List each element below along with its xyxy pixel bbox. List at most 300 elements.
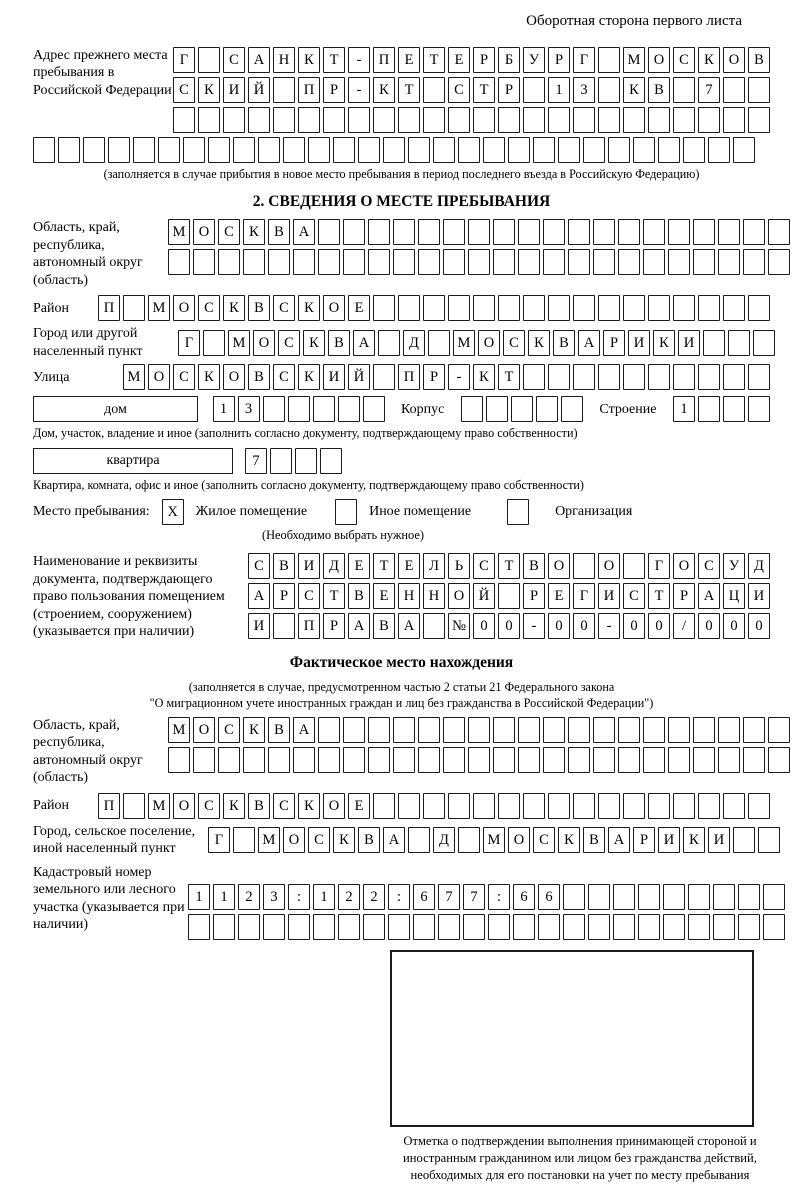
char-cell[interactable]: М <box>623 47 645 73</box>
char-cell[interactable]: О <box>223 364 245 390</box>
char-cell[interactable] <box>743 249 765 275</box>
char-cell[interactable] <box>408 827 430 853</box>
char-cell[interactable]: К <box>303 330 325 356</box>
char-cell[interactable] <box>718 249 740 275</box>
char-cell[interactable] <box>458 827 480 853</box>
char-cell[interactable] <box>668 717 690 743</box>
char-cell[interactable]: А <box>578 330 600 356</box>
char-cell[interactable]: Е <box>398 553 420 579</box>
char-cell[interactable]: К <box>198 77 220 103</box>
char-cell[interactable]: С <box>308 827 330 853</box>
char-cell[interactable] <box>623 553 645 579</box>
char-cell[interactable]: О <box>723 47 745 73</box>
char-cell[interactable]: К <box>298 47 320 73</box>
char-cell[interactable] <box>483 137 505 163</box>
char-cell[interactable] <box>523 77 545 103</box>
char-cell[interactable]: Р <box>498 77 520 103</box>
char-cell[interactable] <box>368 717 390 743</box>
char-cell[interactable] <box>523 107 545 133</box>
char-cell[interactable] <box>333 137 355 163</box>
char-cell[interactable]: А <box>248 583 270 609</box>
char-cell[interactable] <box>423 793 445 819</box>
char-cell[interactable] <box>273 107 295 133</box>
char-cell[interactable] <box>763 884 785 910</box>
char-cell[interactable]: О <box>283 827 305 853</box>
char-cell[interactable] <box>768 249 790 275</box>
char-cell[interactable] <box>598 364 620 390</box>
char-cell[interactable]: К <box>243 717 265 743</box>
char-cell[interactable] <box>728 330 750 356</box>
char-cell[interactable]: Й <box>248 77 270 103</box>
char-cell[interactable] <box>698 364 720 390</box>
char-cell[interactable]: С <box>173 77 195 103</box>
char-cell[interactable] <box>593 717 615 743</box>
char-cell[interactable]: О <box>148 364 170 390</box>
char-cell[interactable] <box>498 107 520 133</box>
char-cell[interactable]: М <box>168 717 190 743</box>
char-cell[interactable] <box>448 793 470 819</box>
char-cell[interactable] <box>313 914 335 940</box>
char-cell[interactable]: У <box>523 47 545 73</box>
char-cell[interactable] <box>573 107 595 133</box>
char-cell[interactable] <box>393 747 415 773</box>
char-cell[interactable]: Р <box>548 47 570 73</box>
char-cell[interactable] <box>743 219 765 245</box>
char-cell[interactable] <box>493 219 515 245</box>
char-cell[interactable]: М <box>483 827 505 853</box>
char-cell[interactable]: А <box>698 583 720 609</box>
char-cell[interactable] <box>388 914 410 940</box>
char-cell[interactable]: 6 <box>538 884 560 910</box>
char-cell[interactable] <box>198 47 220 73</box>
char-cell[interactable] <box>318 219 340 245</box>
char-cell[interactable] <box>486 396 508 422</box>
char-cell[interactable]: В <box>348 583 370 609</box>
char-cell[interactable] <box>723 793 745 819</box>
char-cell[interactable] <box>703 330 725 356</box>
char-cell[interactable] <box>688 914 710 940</box>
char-cell[interactable]: 0 <box>748 613 770 639</box>
char-cell[interactable] <box>193 747 215 773</box>
char-cell[interactable]: 7 <box>438 884 460 910</box>
char-cell[interactable] <box>548 364 570 390</box>
char-cell[interactable] <box>753 330 775 356</box>
char-cell[interactable]: Р <box>603 330 625 356</box>
char-cell[interactable]: О <box>193 219 215 245</box>
char-cell[interactable]: О <box>548 553 570 579</box>
char-cell[interactable]: Р <box>523 583 545 609</box>
char-cell[interactable]: Н <box>423 583 445 609</box>
char-cell[interactable]: - <box>523 613 545 639</box>
char-cell[interactable] <box>373 295 395 321</box>
char-cell[interactable] <box>183 137 205 163</box>
char-cell[interactable] <box>673 107 695 133</box>
char-cell[interactable]: 6 <box>513 884 535 910</box>
char-cell[interactable]: Й <box>473 583 495 609</box>
char-cell[interactable]: В <box>553 330 575 356</box>
char-cell[interactable]: В <box>268 219 290 245</box>
char-cell[interactable] <box>673 793 695 819</box>
char-cell[interactable] <box>648 364 670 390</box>
char-cell[interactable] <box>748 107 770 133</box>
char-cell[interactable]: К <box>373 77 395 103</box>
char-cell[interactable] <box>688 884 710 910</box>
char-cell[interactable]: А <box>398 613 420 639</box>
char-cell[interactable] <box>543 219 565 245</box>
char-cell[interactable] <box>648 793 670 819</box>
char-cell[interactable] <box>413 914 435 940</box>
char-cell[interactable]: С <box>198 793 220 819</box>
char-cell[interactable]: Ц <box>723 583 745 609</box>
char-cell[interactable] <box>548 793 570 819</box>
char-cell[interactable]: В <box>248 295 270 321</box>
char-cell[interactable] <box>568 747 590 773</box>
char-cell[interactable] <box>33 137 55 163</box>
char-cell[interactable]: А <box>353 330 375 356</box>
char-cell[interactable] <box>623 295 645 321</box>
char-cell[interactable]: Р <box>423 364 445 390</box>
char-cell[interactable]: Б <box>498 47 520 73</box>
char-cell[interactable] <box>473 793 495 819</box>
char-cell[interactable] <box>123 793 145 819</box>
char-cell[interactable] <box>618 249 640 275</box>
char-cell[interactable]: К <box>223 295 245 321</box>
char-cell[interactable] <box>463 914 485 940</box>
char-cell[interactable]: 0 <box>648 613 670 639</box>
char-cell[interactable]: 3 <box>573 77 595 103</box>
char-cell[interactable]: И <box>223 77 245 103</box>
char-cell[interactable]: С <box>248 553 270 579</box>
char-cell[interactable] <box>423 77 445 103</box>
char-cell[interactable] <box>133 137 155 163</box>
char-cell[interactable] <box>708 137 730 163</box>
char-cell[interactable] <box>613 884 635 910</box>
char-cell[interactable] <box>293 249 315 275</box>
char-cell[interactable] <box>398 295 420 321</box>
char-cell[interactable] <box>643 717 665 743</box>
char-cell[interactable]: 1 <box>188 884 210 910</box>
char-cell[interactable]: К <box>298 295 320 321</box>
char-cell[interactable] <box>423 107 445 133</box>
char-cell[interactable]: 2 <box>238 884 260 910</box>
char-cell[interactable] <box>613 914 635 940</box>
char-cell[interactable]: О <box>478 330 500 356</box>
char-cell[interactable] <box>288 396 310 422</box>
char-cell[interactable]: Т <box>398 77 420 103</box>
char-cell[interactable]: К <box>558 827 580 853</box>
char-cell[interactable]: 6 <box>413 884 435 910</box>
char-cell[interactable]: В <box>358 827 380 853</box>
char-cell[interactable]: 7 <box>698 77 720 103</box>
char-cell[interactable]: К <box>298 793 320 819</box>
char-cell[interactable]: В <box>248 364 270 390</box>
char-cell[interactable] <box>343 219 365 245</box>
char-cell[interactable]: А <box>383 827 405 853</box>
char-cell[interactable] <box>523 295 545 321</box>
char-cell[interactable]: П <box>298 613 320 639</box>
char-cell[interactable] <box>733 137 755 163</box>
char-cell[interactable] <box>733 827 755 853</box>
char-cell[interactable] <box>168 249 190 275</box>
char-cell[interactable] <box>738 914 760 940</box>
char-cell[interactable] <box>618 717 640 743</box>
char-cell[interactable]: : <box>288 884 310 910</box>
char-cell[interactable]: Г <box>573 583 595 609</box>
char-cell[interactable] <box>548 295 570 321</box>
char-cell[interactable] <box>568 249 590 275</box>
char-cell[interactable]: О <box>323 295 345 321</box>
char-cell[interactable]: С <box>533 827 555 853</box>
char-cell[interactable] <box>543 717 565 743</box>
char-cell[interactable] <box>638 914 660 940</box>
char-cell[interactable] <box>238 914 260 940</box>
char-cell[interactable]: 1 <box>313 884 335 910</box>
char-cell[interactable] <box>768 747 790 773</box>
char-cell[interactable] <box>548 107 570 133</box>
char-cell[interactable]: 3 <box>263 884 285 910</box>
char-cell[interactable]: Д <box>748 553 770 579</box>
char-cell[interactable] <box>383 137 405 163</box>
char-cell[interactable] <box>658 137 680 163</box>
char-cell[interactable] <box>213 914 235 940</box>
char-cell[interactable] <box>313 396 335 422</box>
char-cell[interactable] <box>158 137 180 163</box>
char-cell[interactable] <box>473 107 495 133</box>
char-cell[interactable]: М <box>148 295 170 321</box>
char-cell[interactable]: О <box>323 793 345 819</box>
char-cell[interactable] <box>248 107 270 133</box>
char-cell[interactable]: Р <box>323 77 345 103</box>
char-cell[interactable]: А <box>248 47 270 73</box>
char-cell[interactable] <box>511 396 533 422</box>
char-cell[interactable] <box>428 330 450 356</box>
char-cell[interactable]: И <box>748 583 770 609</box>
char-cell[interactable]: Т <box>323 47 345 73</box>
char-cell[interactable]: 2 <box>338 884 360 910</box>
char-cell[interactable] <box>723 396 745 422</box>
char-cell[interactable]: В <box>523 553 545 579</box>
char-cell[interactable]: К <box>198 364 220 390</box>
char-cell[interactable] <box>718 219 740 245</box>
char-cell[interactable] <box>273 77 295 103</box>
char-cell[interactable] <box>218 747 240 773</box>
char-cell[interactable]: В <box>583 827 605 853</box>
char-cell[interactable] <box>473 295 495 321</box>
char-cell[interactable] <box>168 747 190 773</box>
char-cell[interactable] <box>673 364 695 390</box>
char-cell[interactable]: С <box>173 364 195 390</box>
char-cell[interactable]: П <box>98 295 120 321</box>
char-cell[interactable] <box>218 249 240 275</box>
char-cell[interactable]: Е <box>548 583 570 609</box>
char-cell[interactable]: И <box>248 613 270 639</box>
char-cell[interactable] <box>593 219 615 245</box>
char-cell[interactable]: 0 <box>623 613 645 639</box>
char-cell[interactable]: О <box>253 330 275 356</box>
char-cell[interactable] <box>693 249 715 275</box>
char-cell[interactable] <box>458 137 480 163</box>
char-cell[interactable]: И <box>598 583 620 609</box>
char-cell[interactable] <box>468 747 490 773</box>
house-box[interactable]: дом <box>33 396 198 422</box>
char-cell[interactable] <box>536 396 558 422</box>
char-cell[interactable] <box>318 249 340 275</box>
char-cell[interactable]: Е <box>348 793 370 819</box>
char-cell[interactable]: И <box>298 553 320 579</box>
char-cell[interactable] <box>373 364 395 390</box>
char-cell[interactable]: Д <box>403 330 425 356</box>
char-cell[interactable]: А <box>293 219 315 245</box>
char-cell[interactable] <box>243 747 265 773</box>
char-cell[interactable] <box>663 884 685 910</box>
char-cell[interactable]: Р <box>273 583 295 609</box>
char-cell[interactable]: В <box>328 330 350 356</box>
char-cell[interactable] <box>723 364 745 390</box>
char-cell[interactable] <box>433 137 455 163</box>
char-cell[interactable] <box>723 107 745 133</box>
char-cell[interactable] <box>698 793 720 819</box>
char-cell[interactable]: : <box>488 884 510 910</box>
char-cell[interactable]: Т <box>648 583 670 609</box>
char-cell[interactable] <box>320 448 342 474</box>
char-cell[interactable]: Е <box>348 295 370 321</box>
char-cell[interactable]: 1 <box>213 396 235 422</box>
char-cell[interactable]: С <box>698 553 720 579</box>
char-cell[interactable] <box>373 793 395 819</box>
char-cell[interactable] <box>288 914 310 940</box>
char-cell[interactable] <box>368 249 390 275</box>
char-cell[interactable] <box>398 793 420 819</box>
char-cell[interactable]: Д <box>323 553 345 579</box>
char-cell[interactable] <box>693 219 715 245</box>
char-cell[interactable] <box>593 747 615 773</box>
char-cell[interactable] <box>543 249 565 275</box>
char-cell[interactable]: К <box>473 364 495 390</box>
char-cell[interactable] <box>295 448 317 474</box>
char-cell[interactable] <box>498 583 520 609</box>
char-cell[interactable] <box>518 747 540 773</box>
char-cell[interactable] <box>498 295 520 321</box>
char-cell[interactable] <box>758 827 780 853</box>
char-cell[interactable]: Г <box>648 553 670 579</box>
char-cell[interactable]: Т <box>373 553 395 579</box>
char-cell[interactable]: № <box>448 613 470 639</box>
char-cell[interactable] <box>58 137 80 163</box>
char-cell[interactable] <box>243 249 265 275</box>
char-cell[interactable]: А <box>348 613 370 639</box>
char-cell[interactable]: С <box>273 793 295 819</box>
char-cell[interactable] <box>438 914 460 940</box>
char-cell[interactable] <box>533 137 555 163</box>
char-cell[interactable] <box>468 219 490 245</box>
char-cell[interactable]: К <box>243 219 265 245</box>
char-cell[interactable] <box>648 295 670 321</box>
char-cell[interactable] <box>268 249 290 275</box>
char-cell[interactable]: С <box>298 583 320 609</box>
char-cell[interactable]: / <box>673 613 695 639</box>
char-cell[interactable] <box>718 747 740 773</box>
char-cell[interactable]: С <box>218 219 240 245</box>
char-cell[interactable]: Т <box>473 77 495 103</box>
char-cell[interactable]: С <box>218 717 240 743</box>
char-cell[interactable]: С <box>273 295 295 321</box>
char-cell[interactable] <box>448 107 470 133</box>
char-cell[interactable] <box>108 137 130 163</box>
char-cell[interactable] <box>173 107 195 133</box>
char-cell[interactable] <box>558 137 580 163</box>
char-cell[interactable]: Е <box>448 47 470 73</box>
char-cell[interactable] <box>523 364 545 390</box>
char-cell[interactable] <box>673 77 695 103</box>
char-cell[interactable] <box>598 47 620 73</box>
char-cell[interactable] <box>723 295 745 321</box>
char-cell[interactable] <box>343 717 365 743</box>
char-cell[interactable]: 0 <box>473 613 495 639</box>
char-cell[interactable]: Р <box>473 47 495 73</box>
char-cell[interactable] <box>573 364 595 390</box>
char-cell[interactable]: - <box>598 613 620 639</box>
char-cell[interactable] <box>618 747 640 773</box>
char-cell[interactable]: С <box>673 47 695 73</box>
apartment-box[interactable]: квартира <box>33 448 233 474</box>
char-cell[interactable]: 1 <box>213 884 235 910</box>
char-cell[interactable]: 7 <box>463 884 485 910</box>
char-cell[interactable] <box>713 884 735 910</box>
char-cell[interactable]: Й <box>348 364 370 390</box>
char-cell[interactable]: О <box>598 553 620 579</box>
char-cell[interactable] <box>768 219 790 245</box>
char-cell[interactable] <box>398 107 420 133</box>
char-cell[interactable] <box>563 884 585 910</box>
char-cell[interactable] <box>588 884 610 910</box>
char-cell[interactable] <box>643 747 665 773</box>
char-cell[interactable]: - <box>348 77 370 103</box>
char-cell[interactable] <box>593 249 615 275</box>
char-cell[interactable] <box>748 77 770 103</box>
char-cell[interactable] <box>233 137 255 163</box>
char-cell[interactable]: Г <box>173 47 195 73</box>
char-cell[interactable] <box>608 137 630 163</box>
char-cell[interactable]: П <box>298 77 320 103</box>
char-cell[interactable]: К <box>298 364 320 390</box>
char-cell[interactable] <box>468 717 490 743</box>
char-cell[interactable]: К <box>223 793 245 819</box>
char-cell[interactable] <box>668 219 690 245</box>
char-cell[interactable] <box>188 914 210 940</box>
char-cell[interactable] <box>508 137 530 163</box>
char-cell[interactable]: Т <box>423 47 445 73</box>
char-cell[interactable]: Т <box>498 364 520 390</box>
char-cell[interactable] <box>408 137 430 163</box>
char-cell[interactable]: Т <box>498 553 520 579</box>
char-cell[interactable] <box>748 396 770 422</box>
char-cell[interactable] <box>423 613 445 639</box>
char-cell[interactable]: О <box>173 295 195 321</box>
char-cell[interactable]: И <box>323 364 345 390</box>
checkbox-residential[interactable]: X <box>162 499 184 525</box>
char-cell[interactable] <box>643 219 665 245</box>
char-cell[interactable]: Р <box>673 583 695 609</box>
char-cell[interactable]: В <box>373 613 395 639</box>
char-cell[interactable]: Л <box>423 553 445 579</box>
char-cell[interactable] <box>543 747 565 773</box>
char-cell[interactable]: С <box>623 583 645 609</box>
char-cell[interactable] <box>598 107 620 133</box>
char-cell[interactable] <box>358 137 380 163</box>
char-cell[interactable] <box>598 793 620 819</box>
char-cell[interactable] <box>443 747 465 773</box>
char-cell[interactable]: М <box>228 330 250 356</box>
